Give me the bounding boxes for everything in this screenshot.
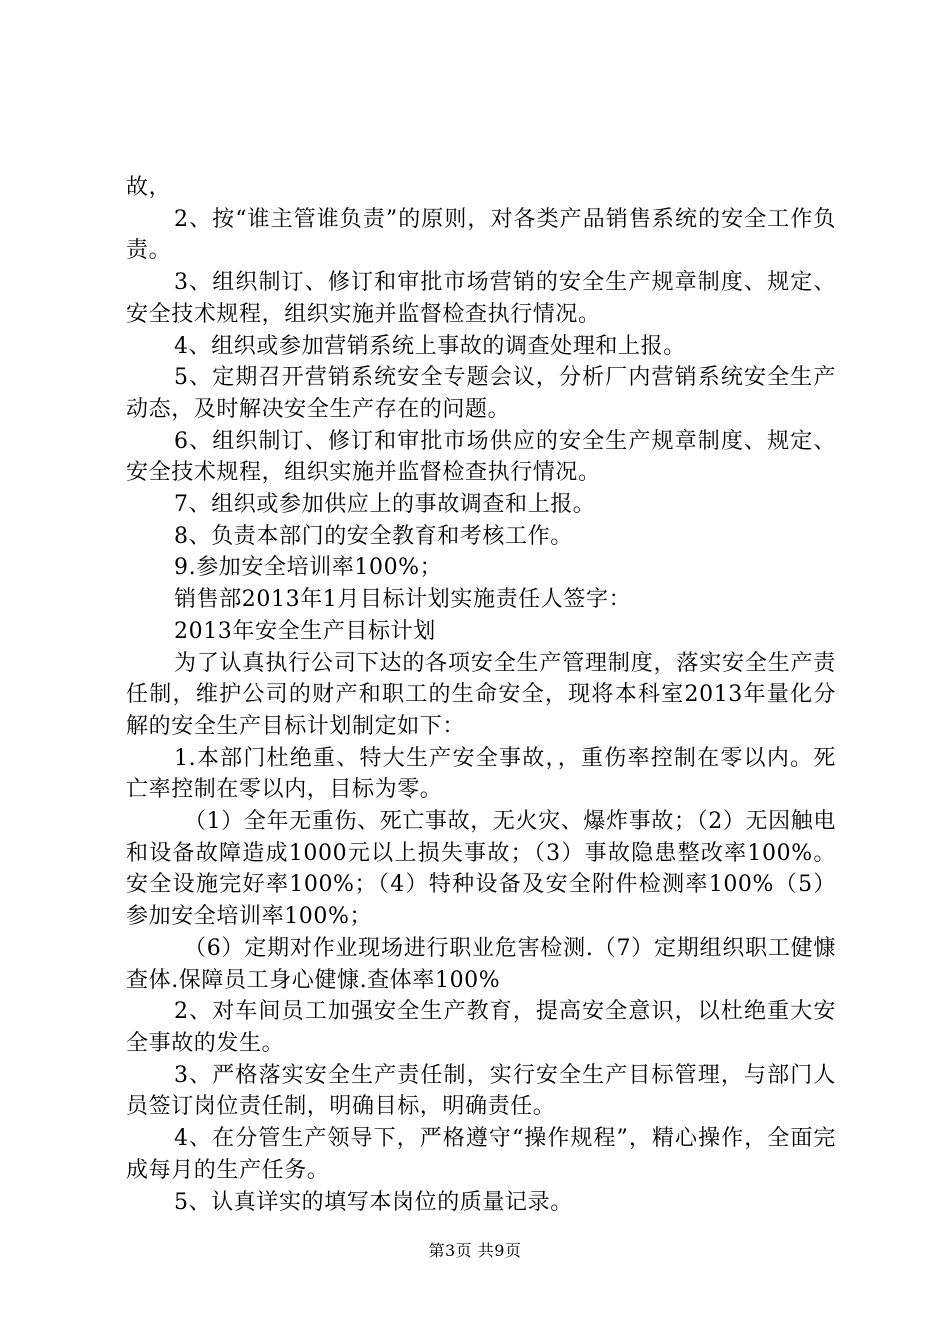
paragraph: 2、对车间员工加强安全生产教育，提高安全意识，以杜绝重大安全事故的发生。 [126,999,836,1056]
paragraph: 2、按“谁主管谁负责”的原则，对各类产品销售系统的安全工作负责。 [126,206,836,264]
paragraph: 4、在分管生产领导下，严格遵守“操作规程”，精心操作，全面完成每月的生产任务。 [126,1126,836,1183]
paragraph: （1）全年无重伤、死亡事故，无火灾、爆炸事故；（2）无因触电和设备故障造成1000元以上损失事故；（3）事故隐患整改率100%。安全设施完好率100%；（4）特种设备及安全附件检测率100%（5）参加安全培训率100%； [126,809,836,930]
paragraph: 6、组织制订、修订和审批市场供应的安全生产规章制度、规定、安全技术规程，组织实施并监督检查执行情况。 [126,428,836,486]
paragraph: 为了认真执行公司下达的各项安全生产管理制度，落实安全生产责任制，维护公司的财产和职工的生命安全，现将本科室2013年量化分解的安全生产目标计划制定如下： [126,650,836,739]
section-heading: 2013年安全生产目标计划 [174,618,436,644]
paragraph: 故， [126,175,172,200]
paragraph: （6）定期对作业现场进行职业危害检测.（7）定期组织职工健慷查体.保障员工身心健慷.查体率100% [126,935,836,993]
paragraph: 9.参加安全培训率100%； [174,555,443,581]
paragraph: 8、负责本部门的安全教育和考核工作。 [174,523,573,549]
paragraph: 1.本部门杜绝重、特大生产安全事故，，重伤率控制在零以内。死亡率控制在零以内，目标为零。 [126,745,836,803]
page-number-footer: 第3页 共9页 [428,1241,522,1260]
document-body [126,172,836,1218]
paragraph: 3、组织制订、修订和审批市场营销的安全生产规章制度、规定、安全技术规程，组织实施并监督检查执行情况。 [126,270,836,327]
paragraph: 7、组织或参加供应上的事故调查和上报。 [174,492,596,518]
signature-line: 销售部2013年1月目标计划实施责任人签字： [174,587,632,613]
paragraph: 5、认真详实的填写本岗位的质量记录。 [174,1189,573,1215]
paragraph: 4、组织或参加营销系统上事故的调查处理和上报。 [174,333,686,359]
paragraph: 5、定期召开营销系统安全专题会议，分析厂内营销系统安全生产动态，及时解决安全生产存在的问题。 [126,365,836,422]
paragraph: 3、严格落实安全生产责任制，实行安全生产目标管理，与部门人员签订岗位责任制，明确目标，明确责任。 [126,1062,836,1120]
